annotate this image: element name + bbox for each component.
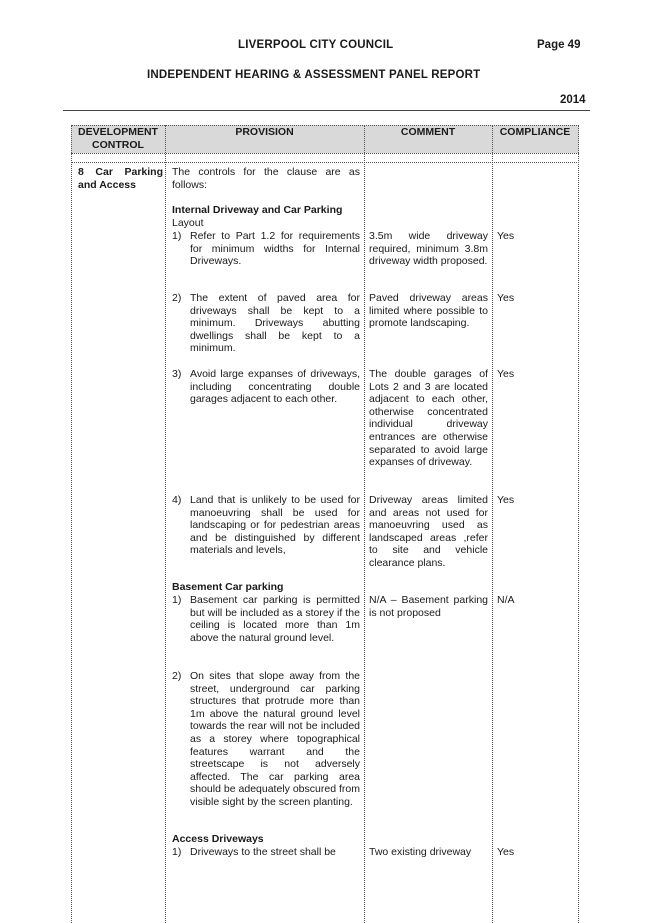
provision-item — [172, 594, 360, 644]
item-text: Land that is unlikely to be used for manoeuvring shall be used for landscaping or for pedestrian areas and be distinguished by different materials and levels, — [190, 494, 360, 557]
provision-item — [172, 670, 360, 809]
compliance-value: N/A — [497, 594, 515, 606]
table-header-border — [71, 153, 579, 154]
column-header-compliance: COMPLIANCE — [499, 126, 571, 138]
compliance-value: Yes — [497, 846, 515, 858]
report-title: INDEPENDENT HEARING & ASSESSMENT PANEL REPORT — [147, 69, 481, 81]
header-rule — [63, 110, 590, 111]
section-subheading: Layout — [172, 217, 204, 229]
item-number: 1) — [172, 230, 182, 242]
section-heading: Basement Car parking — [172, 581, 284, 593]
council-name: LIVERPOOL CITY COUNCIL — [238, 39, 394, 51]
item-number: 1) — [172, 846, 182, 858]
item-text: Driveways to the street shall be — [190, 846, 336, 858]
column-header-comment: COMMENT — [400, 126, 456, 138]
table-left-border — [71, 125, 72, 923]
compliance-value: Yes — [497, 368, 515, 380]
page-number: Page 49 — [537, 39, 581, 51]
item-number: 1) — [172, 594, 182, 606]
comment-text: Driveway areas limited and areas not used for manoeuvring used as landscaped areas ,refer to site and vehicle clearance plans. — [369, 494, 488, 569]
column-divider-control — [165, 125, 166, 923]
item-text: The extent of paved area for driveways shall be kept to a minimum. Driveways abutting dwellings shall be kept to a minimum. — [190, 292, 360, 355]
provision-item — [172, 846, 360, 859]
column-header-provision: PROVISION — [235, 126, 294, 138]
report-year: 2014 — [560, 94, 586, 106]
compliance-value: Yes — [497, 494, 515, 506]
table-row-border — [71, 162, 579, 163]
comment-text: Paved driveway areas limited where possible to promote landscaping. — [369, 292, 488, 330]
compliance-value: Yes — [497, 292, 515, 304]
comment-text: 3.5m wide driveway required, minimum 3.8m driveway width proposed. — [369, 230, 488, 268]
column-divider-comment — [492, 125, 493, 923]
provision-intro: The controls for the clause are as follows: — [172, 166, 360, 191]
comment-text: Two existing driveway — [369, 846, 472, 858]
section-heading: Access Driveways — [172, 833, 264, 845]
item-number: 2) — [172, 292, 182, 304]
item-text: On sites that slope away from the street, underground car parking structures that protrude more than 1m above the natural ground level towards the rear will not be included as a storey where topographical features warrant and the streetscape is not adversely affected. The car parking area should be adequately obscured from visible sight by the screen planting. — [190, 670, 360, 808]
table-right-border — [578, 125, 579, 923]
comment-text: The double garages of Lots 2 and 3 are located adjacent to each other, otherwise concentrated individual driveway entrances are otherwise separated to avoid large expanses of driveway. — [369, 368, 488, 469]
comment-text: N/A – Basement parking is not proposed — [369, 594, 488, 619]
item-number: 3) — [172, 368, 182, 380]
section-heading: Internal Driveway and Car Parking — [172, 204, 343, 216]
item-text: Avoid large expanses of driveways, including concentrating double garages adjacent to each other. — [190, 368, 360, 406]
provision-item — [172, 494, 360, 557]
provision-item — [172, 230, 360, 268]
column-divider-provision — [364, 125, 365, 923]
item-number: 4) — [172, 494, 182, 506]
column-header-control: DEVELOPMENT CONTROL — [78, 126, 158, 151]
compliance-value: Yes — [497, 230, 515, 242]
compliance-table — [71, 125, 579, 923]
development-control-label: 8 Car Parking and Access — [78, 166, 163, 191]
item-number: 2) — [172, 670, 182, 682]
provision-item — [172, 368, 360, 406]
item-text: Refer to Part 1.2 for requirements for minimum widths for Internal Driveways. — [190, 230, 360, 268]
provision-item — [172, 292, 360, 355]
item-text: Basement car parking is permitted but will be included as a storey if the ceiling is located more than 1m above the natural ground level. — [190, 594, 360, 644]
